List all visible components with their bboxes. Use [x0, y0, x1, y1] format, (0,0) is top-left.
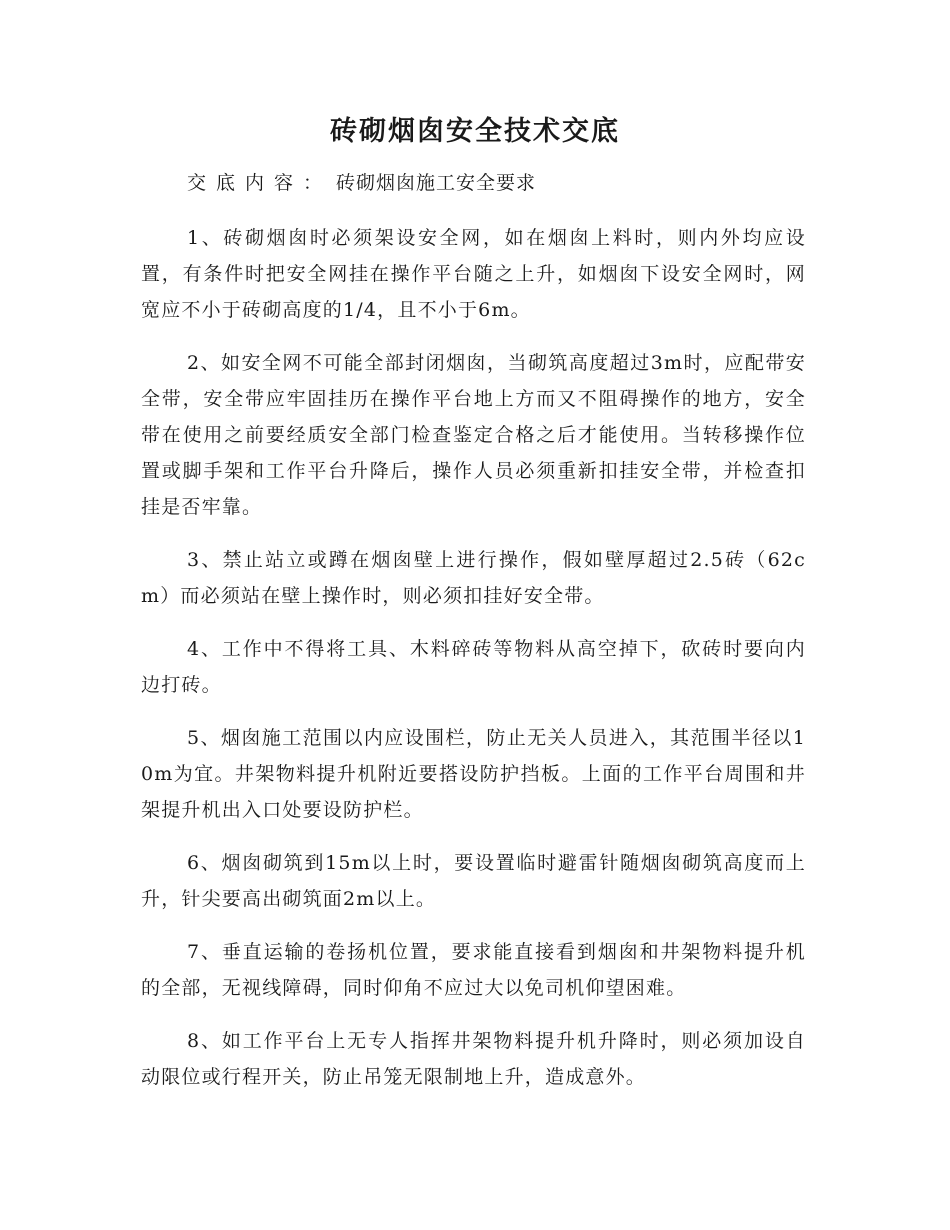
paragraph-2: 2、如安全网不可能全部封闭烟囱，当砌筑高度超过3m时，应配带安全带，安全带应牢固挂历在操作平台地上方而又不阻碍操作的地方，安全带在使用之前要经质安全部门检查鉴定合格之后才能使用。当转移操作位置或脚手架和工作平台升降后，操作人员必须重新扣挂安全带，并检查扣挂是否牢靠。 — [141, 352, 806, 518]
paragraph-7: 7、垂直运输的卷扬机位置，要求能直接看到烟囱和井架物料提升机的全部，无视线障碍，同时仰角不应过大以免司机仰望困难。 — [141, 941, 806, 999]
paragraph-5: 5、烟囱施工范围以内应设围栏，防止无关人员进入，其范围半径以10m为宜。井架物料提升机附近要搭设防护挡板。上面的工作平台周围和井架提升机出入口处要设防护栏。 — [141, 727, 806, 821]
paragraph-8: 8、如工作平台上无专人指挥井架物料提升机升降时，则必须加设自动限位或行程开关，防止吊笼无限制地上升，造成意外。 — [141, 1030, 806, 1088]
document-title: 砖砌烟囱安全技术交底 — [330, 116, 620, 147]
paragraph-6: 6、烟囱砌筑到15m以上时，要设置临时避雷针随烟囱砌筑高度而上升，针尖要高出砌筑面2m以上。 — [141, 852, 806, 910]
subtitle-value: 砖砌烟囱施工安全要求 — [336, 172, 537, 194]
paragraph-1: 1、砖砌烟囱时必须架设安全网，如在烟囱上料时，则内外均应设置，有条件时把安全网挂在操作平台随之上升，如烟囱下设安全网时，网宽应不小于砖砌高度的1/4，且不小于6m。 — [141, 227, 806, 321]
document-body — [141, 220, 806, 1112]
paragraph-4: 4、工作中不得将工具、木料碎砖等物料从高空掉下，砍砖时要向内边打砖。 — [141, 638, 806, 696]
subtitle-label: 交底内容： — [187, 172, 333, 194]
paragraph-3: 3、禁止站立或蹲在烟囱壁上进行操作，假如壁厚超过2.5砖（62cm）而必须站在壁上操作时，则必须扣挂好安全带。 — [141, 549, 806, 607]
document-subtitle — [187, 168, 536, 198]
